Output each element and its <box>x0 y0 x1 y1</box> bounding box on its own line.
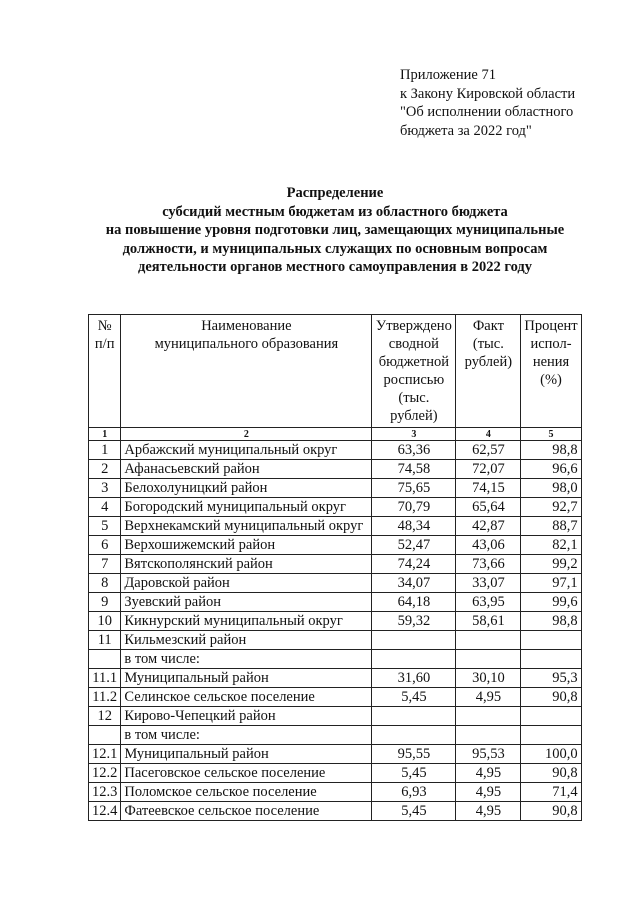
approved-value: 5,45 <box>372 688 456 707</box>
approved-value: 59,32 <box>372 612 456 631</box>
percent-value: 99,6 <box>521 593 581 612</box>
row-number: 12.3 <box>89 783 121 802</box>
column-number: 5 <box>521 428 581 441</box>
approved-value: 5,45 <box>372 764 456 783</box>
title-line: деятельности органов местного самоуправления в 2022 году <box>138 259 532 275</box>
approved-value: 34,07 <box>372 574 456 593</box>
actual-value <box>456 726 521 745</box>
row-number <box>89 650 121 669</box>
row-number: 12.4 <box>89 802 121 821</box>
row-name: Вятскополянский район <box>121 555 372 574</box>
approved-value <box>372 726 456 745</box>
title-line: должности, и муниципальных служащих по основным вопросам <box>122 240 548 257</box>
column-number: 3 <box>372 428 456 441</box>
table-row <box>89 593 582 612</box>
row-name: Селинское сельское поселение <box>121 688 372 707</box>
title-line: Распределение <box>286 185 384 201</box>
title-line: на повышение уровня подготовки лиц, замещающих муниципальные <box>105 222 565 238</box>
row-name: Верхошижемский район <box>121 536 372 555</box>
row-name: Богородский муниципальный округ <box>121 498 372 517</box>
row-name: Даровской район <box>121 574 372 593</box>
percent-value: 71,4 <box>521 783 581 802</box>
row-name: Арбажский муниципальный округ <box>121 441 372 460</box>
actual-value: 62,57 <box>456 441 521 460</box>
actual-value: 30,10 <box>456 669 521 688</box>
row-name: Муниципальный район <box>121 669 372 688</box>
approved-value: 70,79 <box>372 498 456 517</box>
actual-value: 72,07 <box>456 460 521 479</box>
approved-value: 74,24 <box>372 555 456 574</box>
actual-value <box>456 707 521 726</box>
approved-value: 31,60 <box>372 669 456 688</box>
actual-value: 4,95 <box>456 783 521 802</box>
row-number: 11.2 <box>89 688 121 707</box>
approved-value: 95,55 <box>372 745 456 764</box>
row-name: Пасеговское сельское поселение <box>121 764 372 783</box>
actual-value: 43,06 <box>456 536 521 555</box>
percent-value: 98,8 <box>521 441 581 460</box>
actual-value: 95,53 <box>456 745 521 764</box>
table-row <box>89 517 582 536</box>
column-number: 2 <box>121 428 372 441</box>
actual-value <box>456 631 521 650</box>
table-row <box>89 745 582 764</box>
percent-value: 90,8 <box>521 802 581 821</box>
table-row <box>89 688 582 707</box>
actual-value: 58,61 <box>456 612 521 631</box>
percent-value: 100,0 <box>521 745 581 764</box>
actual-value: 4,95 <box>456 764 521 783</box>
appendix-line: к Закону Кировской области <box>400 85 576 102</box>
percent-value: 88,7 <box>521 517 581 536</box>
actual-value: 42,87 <box>456 517 521 536</box>
percent-value: 97,1 <box>521 574 581 593</box>
approved-value: 52,47 <box>372 536 456 555</box>
approved-value: 64,18 <box>372 593 456 612</box>
approved-value <box>372 631 456 650</box>
appendix-line: Приложение 71 <box>400 67 496 83</box>
table-row <box>89 441 582 460</box>
row-name: Кикнурский муниципальный округ <box>121 612 372 631</box>
row-number: 6 <box>89 536 121 555</box>
table-row <box>89 764 582 783</box>
header-number: № п/п <box>89 315 121 428</box>
table-row <box>89 802 582 821</box>
row-name: Афанасьевский район <box>121 460 372 479</box>
approved-value: 48,34 <box>372 517 456 536</box>
table-row <box>89 574 582 593</box>
appendix-note <box>400 66 575 140</box>
table-header-row <box>89 315 582 428</box>
table-row <box>89 669 582 688</box>
row-name: Кильмезский район <box>121 631 372 650</box>
approved-value: 63,36 <box>372 441 456 460</box>
percent-value <box>521 707 581 726</box>
row-number: 7 <box>89 555 121 574</box>
actual-value: 33,07 <box>456 574 521 593</box>
subsidy-table <box>88 314 582 821</box>
row-name: в том числе: <box>121 726 372 745</box>
table-row <box>89 498 582 517</box>
appendix-line: бюджета за 2022 год" <box>400 122 532 139</box>
title-line: субсидий местным бюджетам из областного бюджета <box>162 203 508 220</box>
row-name: Зуевский район <box>121 593 372 612</box>
table-row <box>89 612 582 631</box>
approved-value: 75,65 <box>372 479 456 498</box>
row-name: Верхнекамский муниципальный округ <box>121 517 372 536</box>
percent-value: 98,8 <box>521 612 581 631</box>
appendix-line: "Об исполнении областного <box>400 104 574 120</box>
table-row <box>89 479 582 498</box>
table-row <box>89 707 582 726</box>
actual-value: 74,15 <box>456 479 521 498</box>
row-number <box>89 726 121 745</box>
actual-value: 73,66 <box>456 555 521 574</box>
percent-value: 92,7 <box>521 498 581 517</box>
row-number: 4 <box>89 498 121 517</box>
actual-value: 4,95 <box>456 802 521 821</box>
actual-value: 65,64 <box>456 498 521 517</box>
header-approved: Утверждено сводной бюджетной росписью (тыс. рублей) <box>372 315 456 428</box>
row-number: 8 <box>89 574 121 593</box>
row-number: 12.2 <box>89 764 121 783</box>
row-number: 11 <box>89 631 121 650</box>
approved-value: 74,58 <box>372 460 456 479</box>
row-number: 10 <box>89 612 121 631</box>
actual-value: 63,95 <box>456 593 521 612</box>
percent-value: 90,8 <box>521 764 581 783</box>
percent-value: 95,3 <box>521 669 581 688</box>
row-name: Муниципальный район <box>121 745 372 764</box>
column-number: 4 <box>456 428 521 441</box>
header-actual: Факт (тыс. рублей) <box>456 315 521 428</box>
table-row <box>89 783 582 802</box>
row-name: Кирово-Чепецкий район <box>121 707 372 726</box>
approved-value: 6,93 <box>372 783 456 802</box>
row-number: 2 <box>89 460 121 479</box>
table-row <box>89 650 582 669</box>
percent-value <box>521 650 581 669</box>
row-number: 11.1 <box>89 669 121 688</box>
column-number: 1 <box>89 428 121 441</box>
percent-value: 96,6 <box>521 460 581 479</box>
table-row <box>89 631 582 650</box>
table-row <box>89 726 582 745</box>
row-number: 9 <box>89 593 121 612</box>
row-number: 12.1 <box>89 745 121 764</box>
percent-value: 98,0 <box>521 479 581 498</box>
percent-value: 90,8 <box>521 688 581 707</box>
row-number: 12 <box>89 707 121 726</box>
row-number: 1 <box>89 441 121 460</box>
table-row <box>89 555 582 574</box>
row-name: Фатеевское сельское поселение <box>121 802 372 821</box>
document-title <box>60 184 610 277</box>
row-name: Поломское сельское поселение <box>121 783 372 802</box>
percent-value: 99,2 <box>521 555 581 574</box>
approved-value <box>372 650 456 669</box>
header-percent: Процент испол- нения (%) <box>521 315 581 428</box>
row-number: 5 <box>89 517 121 536</box>
row-name: в том числе: <box>121 650 372 669</box>
actual-value <box>456 650 521 669</box>
column-number-row <box>89 428 582 441</box>
header-name: Наименование муниципального образования <box>121 315 372 428</box>
percent-value <box>521 726 581 745</box>
percent-value <box>521 631 581 650</box>
approved-value <box>372 707 456 726</box>
row-name: Белохолуницкий район <box>121 479 372 498</box>
table-row <box>89 460 582 479</box>
row-number: 3 <box>89 479 121 498</box>
table-row <box>89 536 582 555</box>
approved-value: 5,45 <box>372 802 456 821</box>
actual-value: 4,95 <box>456 688 521 707</box>
percent-value: 82,1 <box>521 536 581 555</box>
